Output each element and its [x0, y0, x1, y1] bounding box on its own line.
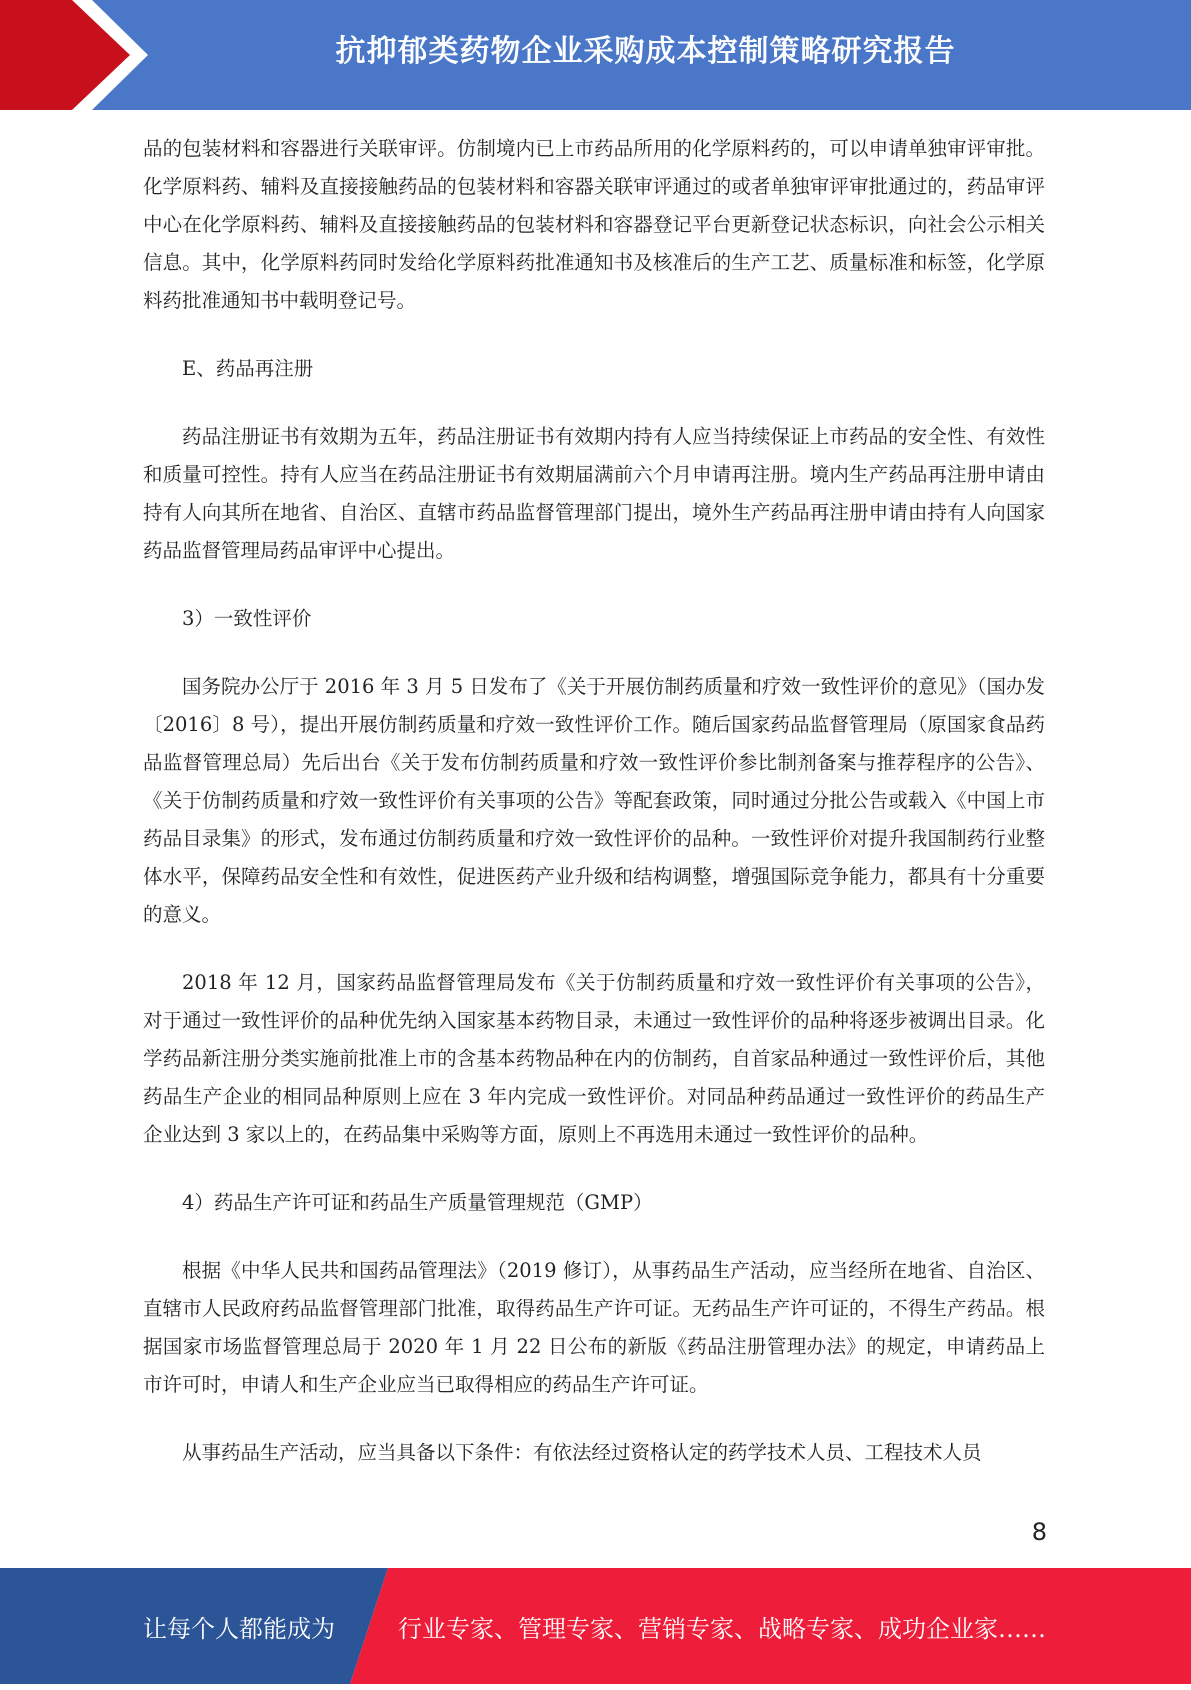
paragraph-consistency-evaluation-1: 国务院办公厅于 2016 年 3 月 5 日发布了《关于开展仿制药质量和疗效一致性评价的意见》（国办发〔2016〕8 号），提出开展仿制药质量和疗效一致性评价工作。随后国家药品监督管理局（原国家食品药品监督管理总局）先后出台《关于发布仿制药质量和疗效一致性评价参比制剂备案与推荐程序的公告》、《关于仿制药质量和疗效一致性评价有关事项的公告》等配套政策，同时通过分批公告或载入《中国上市药品目录集》的形式，发布通过仿制药质量和疗效一致性评价的品种。一致性评价对提升我国制药行业整体水平，保障药品安全性和有效性，促进医药产业升级和结构调整，增强国际竞争能力，都具有十分重要的意义。 — [143, 675, 1045, 926]
section-heading-gmp: 4）药品生产许可证和药品生产质量管理规范（GMP） — [182, 1191, 653, 1214]
page-body — [143, 130, 1045, 1502]
page-footer — [0, 1568, 1191, 1684]
section-heading-consistency-evaluation: 3）一致性评价 — [182, 607, 312, 630]
paragraph-gmp-1: 根据《中华人民共和国药品管理法》（2019 修订），从事药品生产活动，应当经所在地省、自治区、直辖市人民政府药品监督管理部门批准，取得药品生产许可证。无药品生产许可证的，不得生产药品。根据国家市场监督管理总局于 2020 年 1 月 22 日公布的新版《药品注册管理办法》的规定，申请药品上市许可时，申请人和生产企业应当已取得相应的药品生产许可证。 — [143, 1259, 1045, 1396]
paragraph-continued: 品的包装材料和容器进行关联审评。仿制境内已上市药品所用的化学原料药的，可以申请单独审评审批。化学原料药、辅料及直接接触药品的包装材料和容器关联审评通过的或者单独审评审批通过的，药品审评中心在化学原料药、辅料及直接接触药品的包装材料和容器登记平台更新登记状态标识，向社会公示相关信息。其中，化学原料药同时发给化学原料药批准通知书及核准后的生产工艺、质量标准和标签，化学原料药批准通知书中载明登记号。 — [143, 137, 1045, 312]
footer-slogan-right: 行业专家、管理专家、营销专家、战略专家、成功企业家…… — [398, 1615, 1046, 1643]
paragraph-re-registration: 药品注册证书有效期为五年，药品注册证书有效期内持有人应当持续保证上市药品的安全性、有效性和质量可控性。持有人应当在药品注册证书有效期届满前六个月申请再注册。境内生产药品再注册申请由持有人向其所在地省、自治区、直辖市药品监督管理部门提出，境外生产药品再注册申请由持有人向国家药品监督管理局药品审评中心提出。 — [143, 425, 1045, 562]
page-number: 8 — [1031, 1518, 1047, 1546]
footer-slogan-left: 让每个人都能成为 — [143, 1615, 335, 1643]
page-header — [0, 0, 1191, 110]
section-heading-re-registration: E、药品再注册 — [182, 357, 314, 380]
report-title: 抗抑郁类药物企业采购成本控制策略研究报告 — [335, 34, 956, 69]
paragraph-gmp-2: 从事药品生产活动，应当具备以下条件：有依法经过资格认定的药学技术人员、工程技术人员 — [182, 1441, 982, 1464]
header-chevron-icon — [0, 0, 160, 110]
paragraph-consistency-evaluation-2: 2018 年 12 月，国家药品监督管理局发布《关于仿制药质量和疗效一致性评价有关事项的公告》，对于通过一致性评价的品种优先纳入国家基本药物目录，未通过一致性评价的品种将逐步被调出目录。化学药品新注册分类实施前批准上市的含基本药物品种在内的仿制药，自首家品种通过一致性评价后，其他药品生产企业的相同品种原则上应在 3 年内完成一致性评价。对同品种药品通过一致性评价的药品生产企业达到 3 家以上的，在药品集中采购等方面，原则上不再选用未通过一致性评价的品种。 — [143, 971, 1045, 1146]
